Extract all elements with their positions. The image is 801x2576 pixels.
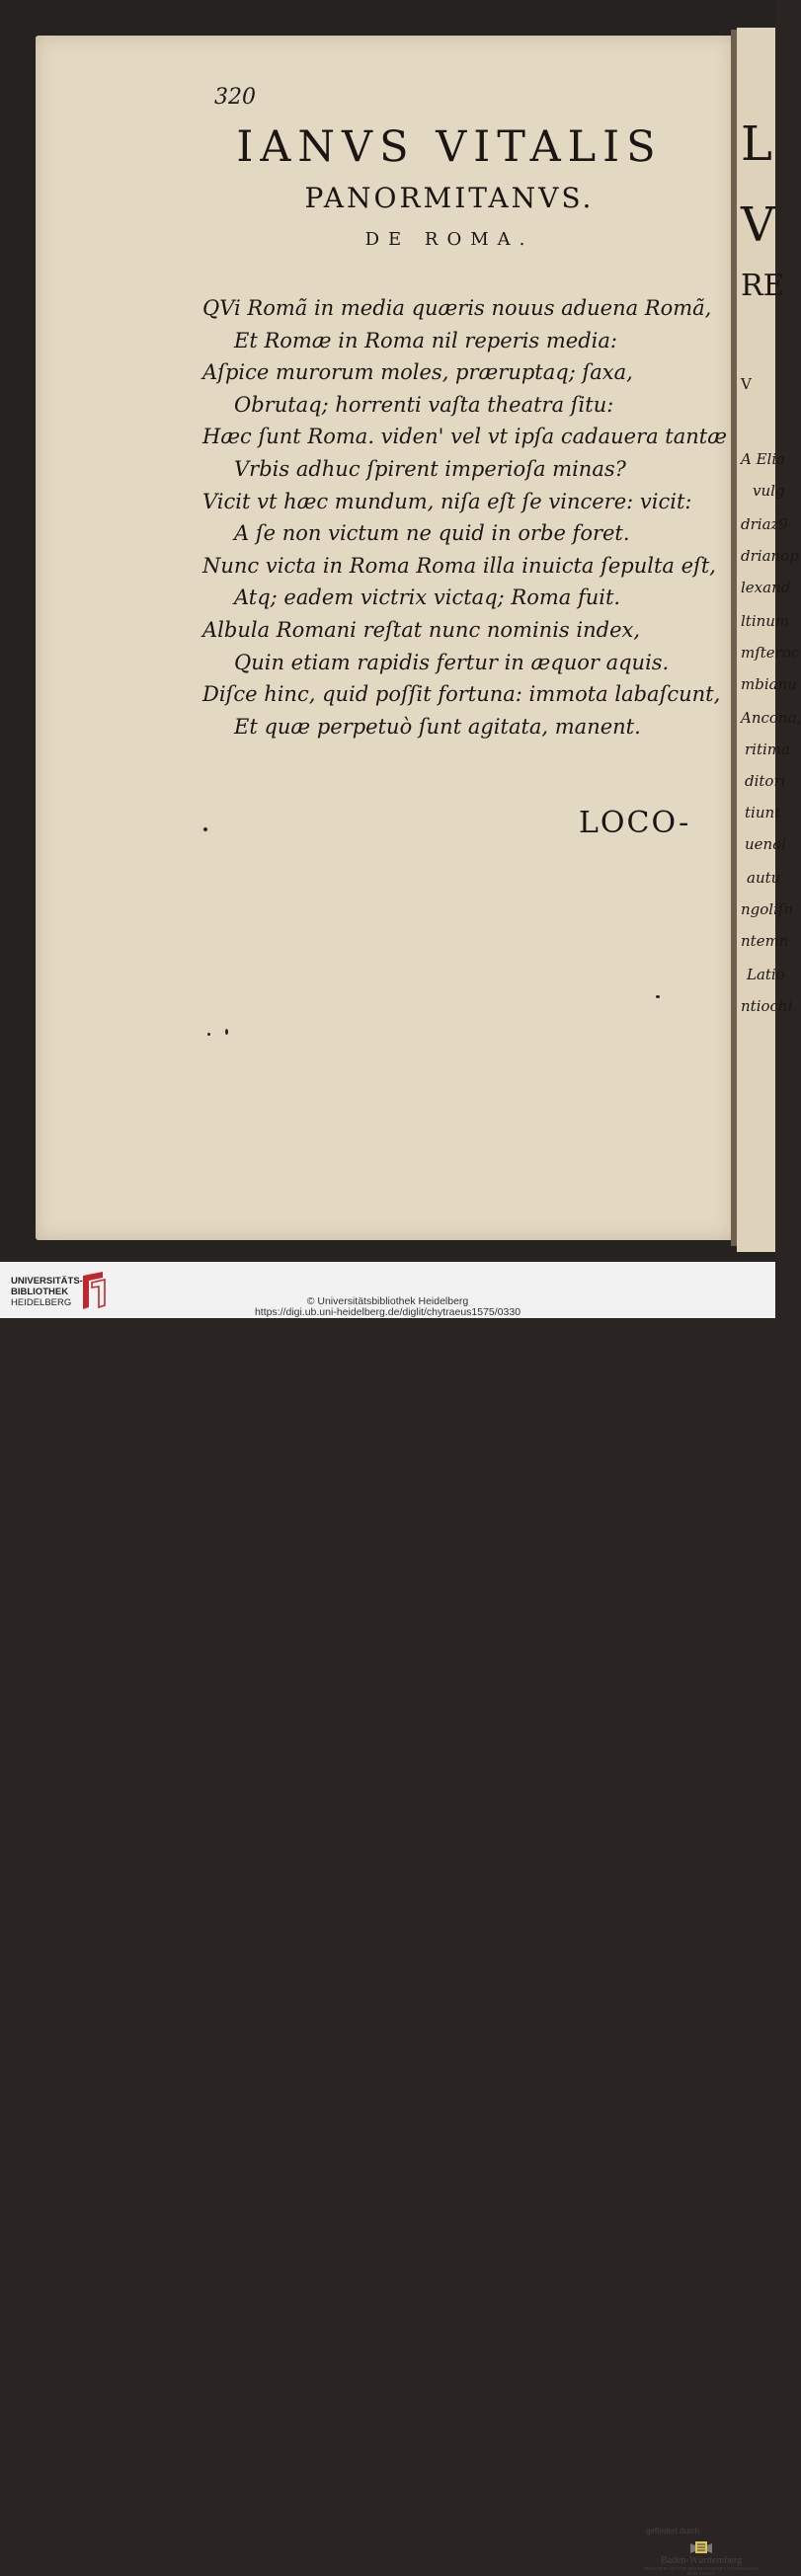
coat-of-arms-icon <box>689 2539 713 2560</box>
poem-line: Et quæ perpetuò ſunt agitata, manent. <box>234 714 641 739</box>
poem-line: Vrbis adhuc ſpirent imperioſa minas? <box>234 456 626 481</box>
scan-background <box>0 0 801 1262</box>
adjacent-index-entry: Ancona, <box>741 709 801 727</box>
poem-line: Vicit vt hæc mundum, niſa eſt ſe vincere: vicit: <box>202 489 692 513</box>
adjacent-index-entry: autu <box>747 869 781 887</box>
poem-line: QVi Romã in media quæris nouus aduena Romã, <box>202 296 712 320</box>
page-title: IANVS VITALIS <box>236 122 663 172</box>
page-subtitle: PANORMITANVS. <box>304 182 595 214</box>
adjacent-index-entry: uenal <box>745 835 786 853</box>
adjacent-index-entry: ntemn <box>741 932 789 950</box>
poem-line: Albula Romani reſtat nunc nominis index, <box>202 617 641 642</box>
adjacent-index-entry: Latio <box>747 966 785 983</box>
adjacent-index-entry: ltinum <box>741 612 790 630</box>
sponsor-name: Baden-Württemberg <box>660 2555 742 2566</box>
ink-speck <box>203 827 207 831</box>
poem-line: Hæc ſunt Roma. viden' vel vt ipſa cadauera tantæ <box>202 425 727 449</box>
adjacent-heading-fragment: V <box>741 197 775 253</box>
ink-speck <box>225 1029 228 1035</box>
poem-heading: DE ROMA. <box>364 229 534 250</box>
permalink-url[interactable]: https://digi.ub.uni-heidelberg.de/diglit/chytraeus1575/0330 <box>254 1306 521 1318</box>
library-name-line: BIBLIOTHEK <box>11 1287 69 1297</box>
poem-line: Quin etiam rapidis fertur in æquor aquis. <box>234 650 670 674</box>
adjacent-index-entry: ngoliſn <box>741 900 794 918</box>
catchword: LOCO- <box>579 806 691 840</box>
poem-line: A ſe non victum ne quid in orbe foret. <box>234 521 630 546</box>
poem-line: Obrutaq; horrenti vaſta theatra ſitu: <box>234 392 614 417</box>
adjacent-index-entry: driaz9 <box>741 515 788 533</box>
poem-line: Nunc victa in Roma Roma illa inuicta ſepulta eſt, <box>202 553 716 578</box>
poem-line: Et Romæ in Roma nil reperis media: <box>234 328 617 352</box>
adjacent-index-entry: ntiochi <box>741 997 793 1015</box>
adjacent-heading-fragment: V <box>741 375 752 393</box>
adjacent-index-entry: mbianu <box>741 675 797 693</box>
sponsor-label: gefördert durch <box>646 2527 700 2536</box>
library-name-line: UNIVERSITÄTS- <box>11 1276 83 1287</box>
adjacent-index-entry: ritima <box>745 741 790 758</box>
poem-line: Aſpice murorum moles, præruptaq; ſaxa, <box>202 360 633 385</box>
adjacent-heading-fragment: L <box>741 117 772 172</box>
adjacent-index-entry: lexand <box>741 579 791 596</box>
copyright-notice: © Universitätsbibliothek Heidelberg <box>306 1295 469 1307</box>
sponsor-block <box>642 2527 761 2576</box>
adjacent-index-entry: tiunt <box>745 804 781 821</box>
adjacent-index-entry: A Elia <box>741 450 786 468</box>
adjacent-page-fragment <box>737 28 801 1252</box>
ink-speck <box>207 1033 210 1036</box>
adjacent-index-entry: mſteroc <box>741 644 800 662</box>
poem-body <box>202 292 727 742</box>
ink-speck <box>656 995 660 998</box>
adjacent-index-entry: vulg <box>753 482 785 500</box>
poem-line: Diſce hinc, quid poſſit fortuna: immota labaſcunt, <box>202 682 721 707</box>
adjacent-index-entry: drianop <box>741 547 799 565</box>
page-number: 320 <box>214 85 256 110</box>
adjacent-heading-fragment: RE <box>741 269 785 303</box>
sponsor-subtitle: MINISTERIUM FÜR WISSENSCHAFT, FORSCHUNG UND KUNST <box>643 2566 760 2576</box>
library-name-line: HEIDELBERG <box>11 1297 72 1308</box>
poem-line: Atq; eadem victrix victaq; Roma fuit. <box>234 585 621 610</box>
adjacent-index-entry: ditori <box>745 772 786 790</box>
